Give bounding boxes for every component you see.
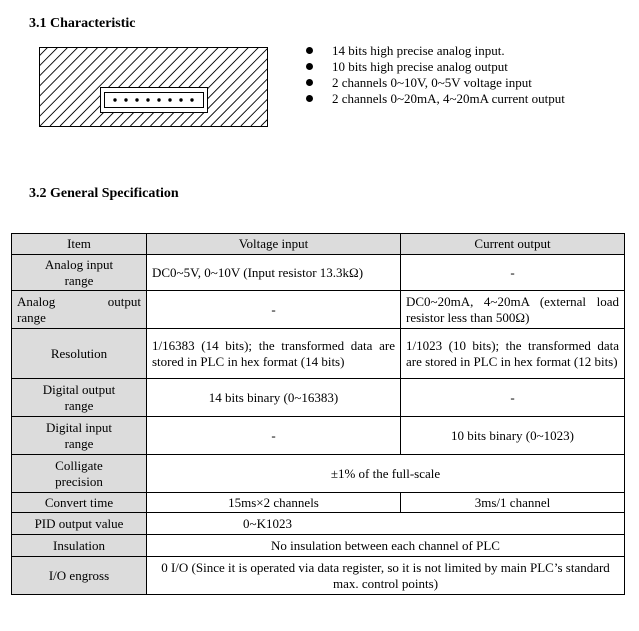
feature-text: 14 bits high precise analog input.	[332, 43, 505, 58]
section-heading-characteristic: 3.1 Characteristic	[29, 16, 136, 31]
table-row	[12, 513, 625, 535]
row-label	[12, 255, 147, 291]
current-cell: 10 bits binary (0~1023)	[401, 417, 625, 455]
feature-text: 2 channels 0~20mA, 4~20mA current output	[332, 91, 565, 106]
bullet-icon	[306, 79, 313, 86]
merged-cell: 0~K1023	[147, 513, 625, 535]
row-label: Resolution	[12, 329, 147, 379]
current-cell: 1/1023 (10 bits); the transformed data are stored in PLC in hex format (12 bits)	[401, 329, 625, 379]
table-row	[12, 535, 625, 557]
row-label-line: precision	[55, 473, 103, 489]
table-row	[12, 255, 625, 291]
row-label	[12, 291, 147, 329]
table-row	[12, 417, 625, 455]
merged-cell: ±1% of the full-scale	[147, 455, 625, 493]
table-header-row	[12, 234, 625, 255]
bullet-icon	[306, 95, 313, 102]
table-row	[12, 493, 625, 513]
voltage-cell: 1/16383 (14 bits); the transformed data are stored in PLC in hex format (14 bits)	[147, 329, 401, 379]
row-label	[12, 455, 147, 493]
row-label: PID output value	[12, 513, 147, 535]
row-label-line: Analog input	[44, 256, 114, 272]
current-cell: 3ms/1 channel	[401, 493, 625, 513]
terminal-inner	[104, 92, 204, 108]
row-label-line: Digital output	[42, 381, 116, 397]
row-label	[12, 379, 147, 417]
feature-list	[305, 43, 565, 107]
feature-item	[305, 75, 565, 91]
table-row	[12, 379, 625, 417]
module-diagram	[39, 47, 268, 127]
feature-item	[305, 59, 565, 75]
header-current-output: Current output	[401, 234, 625, 255]
table-row	[12, 291, 625, 329]
terminal-block	[100, 87, 208, 113]
spec-table	[11, 233, 625, 595]
current-cell: -	[401, 255, 625, 291]
feature-item	[305, 43, 565, 59]
voltage-cell: 14 bits binary (0~16383)	[147, 379, 401, 417]
current-cell: DC0~20mA, 4~20mA (external load resistor less than 500Ω)	[401, 291, 625, 329]
voltage-cell: 15ms×2 channels	[147, 493, 401, 513]
row-label-line: range	[17, 309, 46, 325]
row-label: Insulation	[12, 535, 147, 557]
bullet-icon	[306, 47, 313, 54]
merged-cell: 0 I/O (Since it is operated via data register, so it is not limited by main PLC’s standard max. control points)	[147, 557, 625, 595]
header-item: Item	[12, 234, 147, 255]
feature-item	[305, 91, 565, 107]
section-heading-general-specification: 3.2 General Specification	[29, 186, 179, 201]
bullet-icon	[306, 63, 313, 70]
row-label	[12, 417, 147, 455]
row-label: I/O engross	[12, 557, 147, 595]
row-label-line: range	[64, 435, 94, 451]
table-row	[12, 329, 625, 379]
feature-text: 2 channels 0~10V, 0~5V voltage input	[332, 75, 532, 90]
row-label-line: range	[64, 272, 94, 288]
header-voltage-input: Voltage input	[147, 234, 401, 255]
row-label: Convert time	[12, 493, 147, 513]
voltage-cell: DC0~5V, 0~10V (Input resistor 13.3kΩ)	[147, 255, 401, 291]
voltage-cell: -	[147, 291, 401, 329]
row-label-line: Digital input	[45, 419, 113, 435]
merged-cell: No insulation between each channel of PLC	[147, 535, 625, 557]
terminal-pins	[105, 93, 203, 107]
table-row	[12, 557, 625, 595]
row-label-line: Colligate	[55, 457, 103, 473]
row-label-line: Analog output	[17, 293, 141, 309]
feature-text: 10 bits high precise analog output	[332, 59, 508, 74]
current-cell: -	[401, 379, 625, 417]
table-row	[12, 455, 625, 493]
row-label-line: range	[64, 397, 94, 413]
voltage-cell: -	[147, 417, 401, 455]
